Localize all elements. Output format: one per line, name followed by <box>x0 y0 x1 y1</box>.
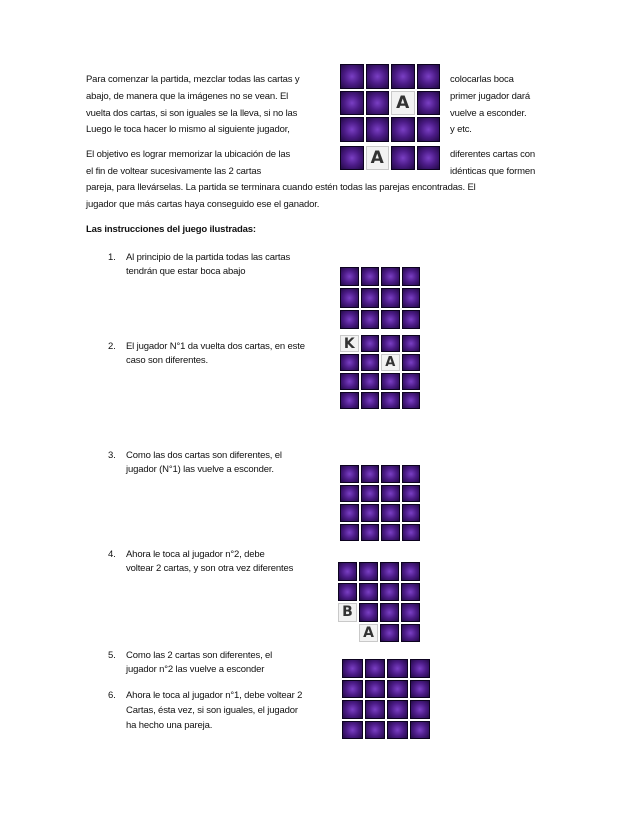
card-back <box>387 659 408 678</box>
card-back <box>391 64 415 89</box>
card-back <box>340 288 359 307</box>
card-back <box>402 373 421 390</box>
card-back <box>391 146 415 170</box>
step-5-line-2: jugador n°2 las vuelve a esconder <box>126 664 265 675</box>
card-back <box>359 562 378 581</box>
card-back <box>381 335 400 352</box>
card-back <box>401 562 420 581</box>
step-3-line-2: jugador (N°1) las vuelve a esconder. <box>126 464 274 475</box>
card-back <box>340 485 359 503</box>
intro-line-3-left: vuelta dos cartas, si son iguales se la lleva, si no las <box>86 108 298 119</box>
card-back <box>381 267 400 286</box>
card-back <box>340 465 359 483</box>
card-back <box>381 504 400 522</box>
card-back <box>402 465 421 483</box>
card-back <box>402 504 421 522</box>
step-4-number: 4. <box>108 549 116 560</box>
card-back <box>359 603 378 622</box>
card-back <box>361 504 380 522</box>
intro-line-4-left: Luego le toca hacer lo mismo al siguiente jugador, <box>86 124 290 135</box>
card-back <box>338 583 357 602</box>
objective-card-strip <box>338 144 442 172</box>
card-back <box>381 465 400 483</box>
card-back <box>402 310 421 329</box>
objective-line-4: jugador que más cartas haya conseguido ese el ganador. <box>86 199 320 210</box>
card-back <box>381 288 400 307</box>
card-back <box>410 700 431 719</box>
step-6-line-3: ha hecho una pareja. <box>126 720 213 731</box>
card-back <box>402 335 421 352</box>
card-back <box>340 146 364 170</box>
card-back <box>365 721 386 740</box>
card-back <box>391 117 415 142</box>
card-face-b: B <box>338 603 357 622</box>
card-back <box>361 267 380 286</box>
card-back <box>361 354 380 371</box>
card-back <box>380 562 399 581</box>
step-2-card-grid <box>338 333 422 411</box>
step-6-number: 6. <box>108 690 116 701</box>
card-back <box>340 524 359 542</box>
card-back <box>417 64 441 89</box>
card-back <box>361 524 380 542</box>
instructions-heading: Las instrucciones del juego ilustradas: <box>86 224 256 235</box>
card-back <box>365 659 386 678</box>
step-5-line-1: Como las 2 cartas son diferentes, el <box>126 650 273 661</box>
card-back <box>365 700 386 719</box>
card-back <box>340 354 359 371</box>
step-5-number: 5. <box>108 650 116 661</box>
card-back <box>402 524 421 542</box>
card-back <box>361 485 380 503</box>
step-3-card-grid <box>338 463 422 543</box>
card-back <box>342 659 363 678</box>
card-back <box>380 583 399 602</box>
step-6-line-2: Cartas, ésta vez, si son iguales, el jugador <box>126 705 298 716</box>
card-back <box>381 310 400 329</box>
step-2-line-1: El jugador N°1 da vuelta dos cartas, en este <box>126 341 305 352</box>
intro-line-3-right: vuelve a esconder. <box>450 108 527 119</box>
card-back <box>387 721 408 740</box>
card-back <box>380 624 399 643</box>
card-back <box>361 373 380 390</box>
card-back <box>401 583 420 602</box>
intro-line-1-left: Para comenzar la partida, mezclar todas las cartas y <box>86 74 300 85</box>
card-back <box>380 603 399 622</box>
card-back <box>342 680 363 699</box>
card-back <box>381 373 400 390</box>
card-back <box>417 91 441 116</box>
card-back <box>361 392 380 409</box>
card-back <box>361 288 380 307</box>
card-back <box>340 310 359 329</box>
intro-card-grid <box>338 62 442 144</box>
objective-line-3: pareja, para llevárselas. La partida se terminara cuando estén todas las parejas encontradas. El <box>86 182 476 193</box>
card-back <box>410 680 431 699</box>
card-back <box>402 485 421 503</box>
card-back <box>340 504 359 522</box>
card-back <box>381 392 400 409</box>
card-back <box>342 721 363 740</box>
card-face-a: A <box>366 146 390 170</box>
card-back <box>359 583 378 602</box>
card-face-a: A <box>391 91 415 116</box>
card-back <box>340 392 359 409</box>
card-back <box>361 310 380 329</box>
step-1-card-grid <box>338 265 422 331</box>
intro-line-2-left: abajo, de manera que la imágenes no se vean. El <box>86 91 289 102</box>
card-back <box>417 146 441 170</box>
card-face-a: A <box>359 624 378 643</box>
objective-line-1-left: El objetivo es lograr memorizar la ubicación de las <box>86 149 291 160</box>
card-back <box>340 117 364 142</box>
step-5-6-card-grid <box>340 657 432 741</box>
intro-line-4-right: y etc. <box>450 124 472 135</box>
step-3-line-1: Como las dos cartas son diferentes, el <box>126 450 282 461</box>
empty-slot <box>338 624 357 643</box>
step-2-line-2: caso son diferentes. <box>126 355 209 366</box>
card-back <box>402 288 421 307</box>
card-back <box>340 373 359 390</box>
card-face-k: K <box>340 335 359 352</box>
card-back <box>361 335 380 352</box>
card-back <box>340 64 364 89</box>
step-1-number: 1. <box>108 252 116 263</box>
objective-line-2-left: el fin de voltear sucesivamente las 2 cartas <box>86 166 262 177</box>
step-4-line-2: voltear 2 cartas, y son otra vez diferentes <box>126 563 294 574</box>
step-3-number: 3. <box>108 450 116 461</box>
step-4-line-1: Ahora le toca al jugador n°2, debe <box>126 549 265 560</box>
card-back <box>410 659 431 678</box>
card-back <box>401 624 420 643</box>
card-back <box>340 267 359 286</box>
card-back <box>338 562 357 581</box>
card-back <box>387 680 408 699</box>
card-face-a: A <box>381 354 400 371</box>
step-1-line-2: tendrán que estar boca abajo <box>126 266 246 277</box>
card-back <box>366 117 390 142</box>
card-back <box>381 485 400 503</box>
card-back <box>402 354 421 371</box>
card-back <box>342 700 363 719</box>
card-back <box>361 465 380 483</box>
card-back <box>381 524 400 542</box>
step-2-number: 2. <box>108 341 116 352</box>
card-back <box>402 267 421 286</box>
card-back <box>417 117 441 142</box>
card-back <box>340 91 364 116</box>
card-back <box>401 603 420 622</box>
intro-line-2-right: primer jugador dará <box>450 91 531 102</box>
objective-line-1-right: diferentes cartas con <box>450 149 536 160</box>
step-4-card-grid <box>336 560 422 644</box>
intro-line-1-right: colocarlas boca <box>450 74 514 85</box>
card-back <box>402 392 421 409</box>
step-1-line-1: Al principio de la partida todas las cartas <box>126 252 291 263</box>
step-6-line-1: Ahora le toca al jugador n°1, debe voltear 2 <box>126 690 303 701</box>
card-back <box>410 721 431 740</box>
card-back <box>366 64 390 89</box>
objective-line-2-right: idénticas que formen <box>450 166 536 177</box>
card-back <box>387 700 408 719</box>
card-back <box>366 91 390 116</box>
card-back <box>365 680 386 699</box>
